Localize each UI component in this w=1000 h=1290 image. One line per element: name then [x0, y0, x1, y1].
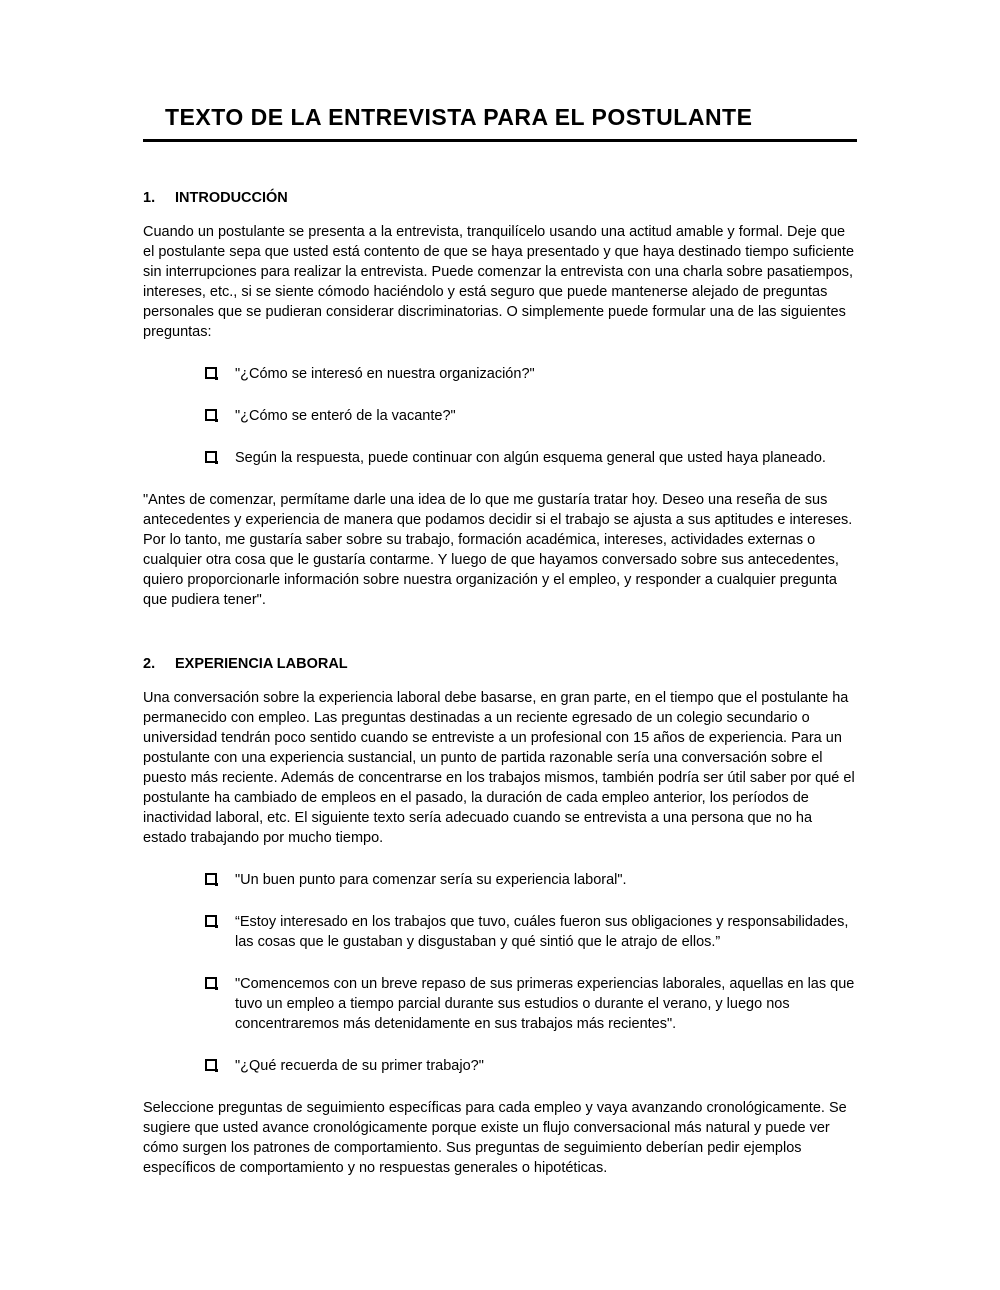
- section-number: 1.: [143, 190, 156, 206]
- section-number: 2.: [143, 656, 156, 672]
- bullet-text: "¿Cómo se interesó en nuestra organización?": [235, 366, 535, 382]
- section-introduccion: [143, 190, 857, 610]
- list-item: [143, 406, 857, 426]
- checkbox-bullet-icon: [205, 873, 217, 885]
- section-closing-paragraph: Seleccione preguntas de seguimiento específicas para cada empleo y vaya avanzando cronológicamente. Se sugiere que usted avance cronológicamente porque existe un flujo conversacional más natural y puede ver cómo surgen los patrones de comportamiento. Sus preguntas de seguimiento deberían pedir ejemplos específicos de comportamiento y no respuestas generales o hipotéticas.: [143, 1100, 847, 1176]
- list-item: [143, 1056, 857, 1076]
- checkbox-bullet-icon: [205, 915, 217, 927]
- section-heading: [143, 656, 857, 672]
- list-item: [143, 870, 857, 890]
- section-closing-paragraph: "Antes de comenzar, permítame darle una idea de lo que me gustaría tratar hoy. Deseo una reseña de sus antecedentes y experiencia de manera que podamos decidir si el trabajo se ajusta a sus aptitudes e intereses. Por lo tanto, me gustaría saber sobre su trabajo, formación académica, intereses, actividades externas o cualquier otra cosa que le gustaría contarme. Y luego de que hayamos conversado sobre sus antecedentes, quiero proporcionarle información sobre nuestra organización y el empleo, y responder a cualquier pregunta que pudiera tener".: [143, 492, 853, 608]
- checkbox-bullet-icon: [205, 977, 217, 989]
- bullet-list: [143, 364, 857, 468]
- list-item: [143, 448, 857, 468]
- section-heading-label: INTRODUCCIÓN: [175, 190, 288, 206]
- checkbox-bullet-icon: [205, 409, 217, 421]
- list-item: [143, 974, 857, 1034]
- checkbox-bullet-icon: [205, 451, 217, 463]
- list-item: [143, 364, 857, 384]
- document-title: TEXTO DE LA ENTREVISTA PARA EL POSTULANTE: [143, 104, 857, 142]
- section-experiencia-laboral: [143, 656, 857, 1178]
- section-intro-paragraph: Una conversación sobre la experiencia laboral debe basarse, en gran parte, en el tiempo que el postulante ha permanecido con empleo. Las preguntas destinadas a un reciente egresado de un colegio secundario o universidad tendrán poco sentido cuando se entreviste a un profesional con 15 años de experiencia. Para un postulante con una experiencia sustancial, un punto de partida razonable sería una conversación sobre el puesto más reciente. Además de concentrarse en los trabajos mismos, también podría ser útil saber por qué el postulante ha cambiado de empleos en el pasado, la duración de cada empleo anterior, los períodos de inactividad laboral, etc. El siguiente texto sería adecuado cuando se entrevista a una persona que no ha estado trabajando por mucho tiempo.: [143, 690, 855, 846]
- section-spacer: [143, 624, 857, 656]
- bullet-text: "Comencemos con un breve repaso de sus primeras experiencias laborales, aquellas en las que tuvo un empleo a tiempo parcial durante sus estudios o durante el verano, y luego nos concentraremos más detenidamente en sus trabajos más recientes".: [235, 976, 855, 1032]
- bullet-text: “Estoy interesado en los trabajos que tuvo, cuáles fueron sus obligaciones y responsabilidades, las cosas que le gustaban y disgustaban y qué sintió que le atrajo de ellos.”: [235, 914, 849, 950]
- section-heading-label: EXPERIENCIA LABORAL: [175, 656, 348, 672]
- section-intro-paragraph: Cuando un postulante se presenta a la entrevista, tranquilícelo usando una actitud amable y formal. Deje que el postulante sepa que usted está contento de que se haya presentado y que haya destinado tiempo suficiente sin interrupciones para realizar la entrevista. Puede comenzar la entrevista con una charla sobre pasatiempos, intereses, etc., si se siente cómodo haciéndolo y está seguro que puede mantenerse alejado de preguntas personales que se pudieran considerar discriminatorias. O simplemente puede formular una de las siguientes preguntas:: [143, 224, 855, 340]
- list-item: [143, 912, 857, 952]
- checkbox-bullet-icon: [205, 367, 217, 379]
- bullet-text: Según la respuesta, puede continuar con algún esquema general que usted haya planeado.: [235, 450, 826, 466]
- bullet-text: "Un buen punto para comenzar sería su experiencia laboral".: [235, 872, 627, 888]
- section-heading: [143, 190, 857, 206]
- bullet-list: [143, 870, 857, 1076]
- bullet-text: "¿Cómo se enteró de la vacante?": [235, 408, 456, 424]
- checkbox-bullet-icon: [205, 1059, 217, 1071]
- bullet-text: "¿Qué recuerda de su primer trabajo?": [235, 1058, 484, 1074]
